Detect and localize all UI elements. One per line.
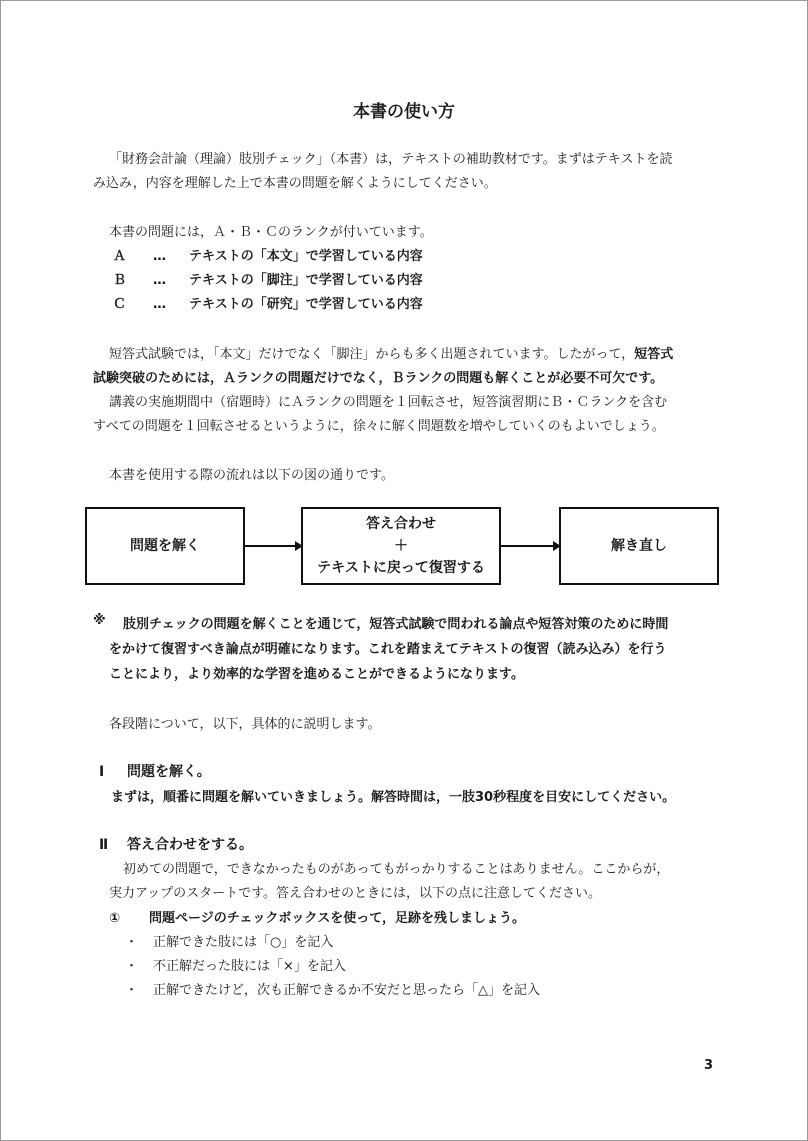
flow-box-resolve — [559, 507, 719, 585]
flow-box-plus: ＋ — [394, 538, 408, 554]
rank-c — [113, 293, 423, 312]
section-2-heading — [99, 834, 253, 854]
bullet-mark: ・ — [125, 983, 139, 998]
section-1-number: Ⅰ — [99, 764, 105, 780]
section-1-heading — [99, 761, 211, 781]
note-line-3: ことにより，より効率的な学習を進めることができるようになります。 — [109, 667, 524, 682]
flow-box-check-review — [301, 507, 501, 585]
bullet-correct-text: 正解できた肢には「○」を記入 — [153, 935, 334, 950]
ranks-intro: 本書の問題には，Ａ・Ｂ・Ｃのランクが付いています。 — [109, 225, 433, 240]
intro-line-2: み込み，内容を理解した上で本書の問題を解くようにしてください。 — [93, 176, 497, 191]
rank-c-letter: Ｃ — [113, 297, 127, 312]
rank-a-letter: Ａ — [113, 249, 127, 264]
rank-c-text: テキストの「研究」で学習している内容 — [189, 297, 423, 312]
para3-line-3: 講義の実施期間中（宿題時）にＡランクの問題を１回転させ，短答演習期にＢ・Ｃランクを含む — [109, 395, 668, 410]
para3-line-2: 試験突破のためには，Ａランクの問題だけでなく，Ｂランクの問題も解くことが必要不可欠です。 — [93, 371, 664, 386]
note-line-1: 肢別チェックの問題を解くことを通じて，短答式試験で問われる論点や短答対策のために時間 — [123, 617, 669, 632]
para3-line-1-bold: 短答式 — [634, 347, 674, 362]
section-1-title: 問題を解く。 — [127, 764, 211, 780]
flow-box-solve-label: 問題を解く — [130, 538, 200, 554]
note-mark: ※ — [93, 613, 106, 628]
para3-line-1 — [109, 343, 673, 362]
rank-b-letter: Ｂ — [113, 273, 127, 288]
intro-line-1: 「財務会計論（理論）肢別チェック」（本書）は，テキストの補助教材です。まずはテキストを読 — [109, 152, 673, 167]
section-2-line-2: 実力アップのスタートです。答え合わせのときには，以下の点に注意してください。 — [109, 886, 602, 901]
section-2-title: 答え合わせをする。 — [127, 837, 253, 853]
rank-b — [113, 269, 423, 288]
bullet-incorrect — [125, 955, 346, 974]
bullet-mark: ・ — [125, 935, 139, 950]
bullet-incorrect-text: 不正解だった肢には「×」を記入 — [153, 959, 346, 974]
page-title: 本書の使い方 — [353, 102, 455, 122]
bullet-unsure — [125, 979, 540, 998]
bullet-unsure-text: 正解できたけど，次も正解できるか不安だと思ったら「△」を記入 — [153, 983, 540, 998]
para3-line-1-normal: 短答式試験では，「本文」だけでなく「脚注」からも多く出題されています。したがって， — [109, 347, 635, 362]
rank-b-dots: … — [153, 273, 166, 288]
rank-c-dots: … — [153, 297, 166, 312]
note-line-2: をかけて復習すべき論点が明確になります。これを踏まえてテキストの復習（読み込み）を行う — [109, 642, 667, 657]
flow-box-solve — [85, 507, 245, 585]
section-2-item-text: 問題ページのチェックボックスを使って，足跡を残しましょう。 — [149, 911, 525, 926]
flow-intro: 本書を使用する際の流れは以下の図の通りです。 — [109, 468, 394, 483]
section-1-line-1: まずは，順番に問題を解いていきましょう。解答時間は，一肢30秒程度を目安にしてください。 — [111, 790, 676, 805]
bullet-mark: ・ — [125, 959, 139, 974]
flow-box-review-label: テキストに戻って復習する — [317, 560, 485, 576]
rank-a-text: テキストの「本文」で学習している内容 — [189, 249, 423, 264]
section-2-item-number: ① — [109, 911, 121, 926]
section-2-line-1: 初めての問題で，できなかったものがあってもがっかりすることはありません。ここからが， — [123, 862, 670, 877]
flow-arrow-2 — [501, 545, 559, 547]
section-2-number: Ⅱ — [99, 837, 109, 853]
section-2-item-1 — [109, 907, 525, 926]
page-number: 3 — [704, 1058, 714, 1073]
flow-arrow-1 — [245, 545, 301, 547]
para3-line-4: すべての問題を１回転させるというように，徐々に解く問題数を増やしていくのもよいでしょう。 — [93, 419, 665, 434]
rank-b-text: テキストの「脚注」で学習している内容 — [189, 273, 423, 288]
steps-intro: 各段階について，以下，具体的に説明します。 — [109, 717, 381, 732]
rank-a — [113, 245, 423, 264]
flow-box-resolve-label: 解き直し — [611, 538, 667, 554]
rank-a-dots: … — [153, 249, 166, 264]
flow-box-check-label: 答え合わせ — [366, 516, 436, 532]
bullet-correct — [125, 931, 333, 950]
